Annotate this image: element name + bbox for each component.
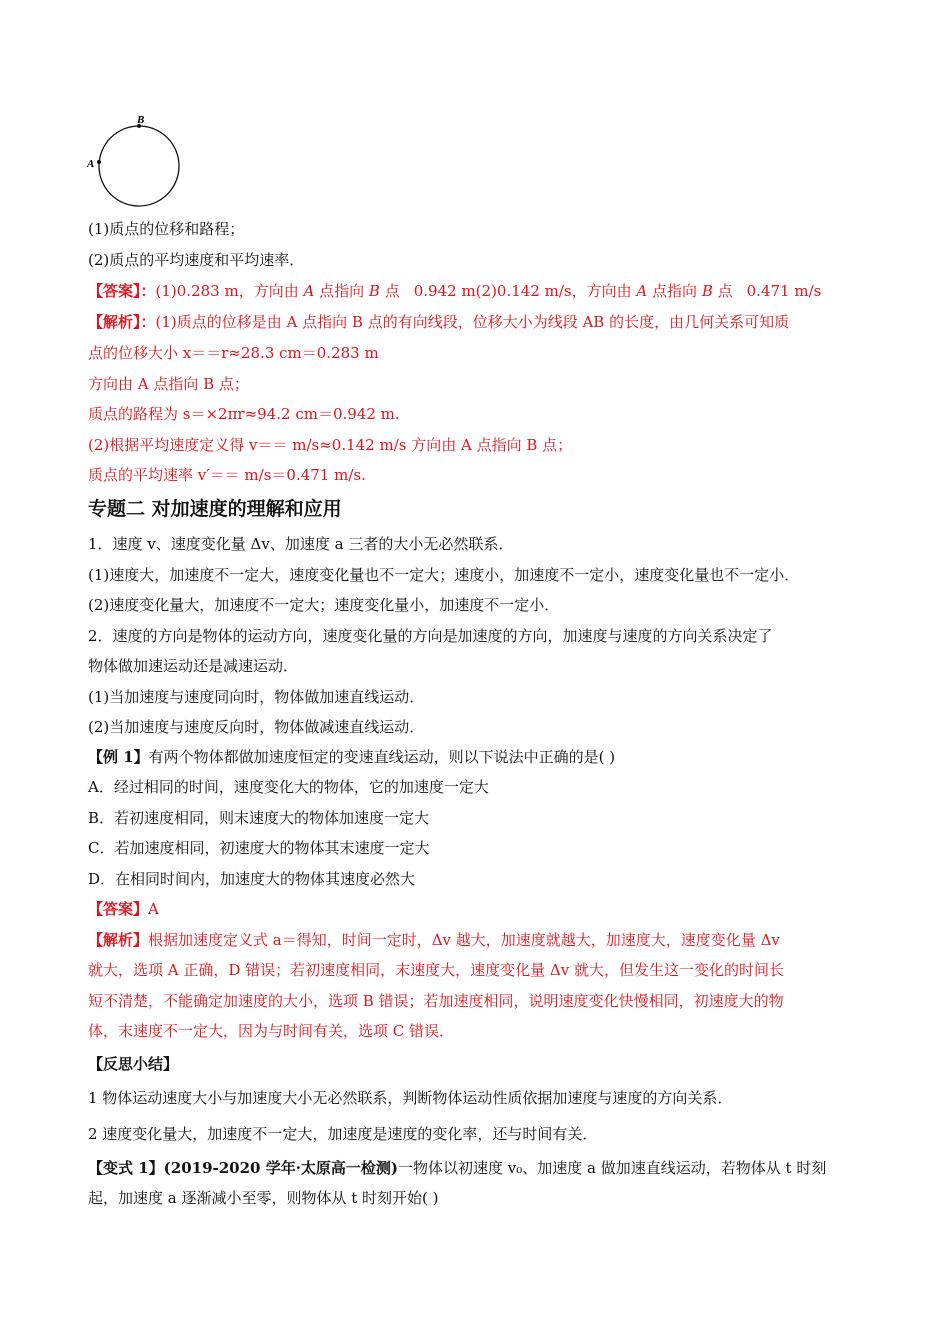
question-2: (2)质点的平均速度和平均速率． [88, 251, 305, 269]
reflection-2: 2 速度变化量大，加速度不一定大，加速度是速度的变化率，还与时间有关． [88, 1125, 598, 1143]
analysis-tag: 【解析】 [88, 931, 149, 949]
answer-tag: 【答案】： [88, 282, 156, 300]
analysis-1-line-3: 方向由 A 点指向 B 点； [88, 375, 249, 393]
answer-part: (1)0.283 m，方向由 [155, 282, 299, 300]
analysis-tag: 【解析】： [88, 313, 156, 331]
point-1: 1．速度 v、速度变化量 Δv、加速度 a 三者的大小无必然联系． [88, 535, 514, 553]
point-2-2: (2)当加速度与速度反向时，物体做减速直线运动． [88, 718, 425, 736]
reflection-1: 1 物体运动速度大小与加速度大小无必然联系，判断物体运动性质依据加速度与速度的方向关系． [88, 1089, 733, 1107]
answer-tag: 【答案】 [88, 900, 149, 918]
answer-part: 0.471 m/s [746, 282, 822, 300]
answer-point-b: B [701, 282, 713, 300]
analysis-1-line-4: 质点的路程为 s＝×2πr≈94.2 cm＝0.942 m. [88, 405, 400, 423]
answer-part: 点指向 [652, 282, 698, 300]
example-1-analysis-1 [88, 930, 878, 950]
analysis-1-line-5: (2)根据平均速度定义得 v＝＝ m/s≈0.142 m/s 方向由 A 点指向 B 点； [88, 436, 573, 454]
analysis-1-line-1 [88, 312, 878, 332]
label-b: B [137, 114, 145, 126]
analysis-text: 根据加速度定义式 a＝得知，时间一定时，Δv 越大，加速度就越大，加速度大，速度变化量 Δv [148, 931, 780, 949]
example-1-answer [88, 899, 878, 919]
example-1-analysis-3: 短不清楚，不能确定加速度的大小，选项 B 错误；若加速度相同，说明速度变化快慢相同，初速度大的物 [88, 992, 784, 1010]
example-tag: 【例 1】 [88, 748, 149, 766]
reflection-title: 【反思小结】 [88, 1055, 179, 1073]
example-1-analysis-4: 体，末速度不一定大，因为与时间有关，选项 C 错误． [88, 1022, 455, 1040]
example-1-analysis-2: 就大，选项 A 正确，D 错误；若初速度相同，末速度大，速度变化量 Δv 就大，但发生这一变化的时间长 [88, 961, 785, 979]
point-1-1: (1)速度大，加速度不一定大，速度变化量也不一定大；速度小，加速度不一定小，速度变化量也不一定小． [88, 566, 800, 584]
circle-path [99, 126, 179, 206]
option-b: B．若初速度相同，则末速度大的物体加速度一定大 [88, 809, 430, 827]
answer-part: 点 [384, 282, 400, 300]
answer-part: 0.942 m(2)0.142 m/s，方向由 [413, 282, 632, 300]
analysis-1-line-6: 质点的平均速率 v′＝＝ m/s＝0.471 m/s. [88, 466, 366, 484]
example-stem-text: 有两个物体都做加速度恒定的变速直线运动，则以下说法中正确的是( ) [148, 748, 616, 766]
answer-point-a: A [636, 282, 648, 300]
point-1-2: (2)速度变化量大，加速度不一定大；速度变化量小，加速度不一定小． [88, 596, 560, 614]
option-c: C．若加速度相同，初速度大的物体其末速度一定大 [88, 839, 430, 857]
point-2: 2．速度的方向是物体的运动方向，速度变化量的方向是加速度的方向，加速度与速度的方向关系决定了 [88, 627, 773, 645]
section-title: 专题二 对加速度的理解和应用 [88, 498, 342, 520]
label-a: A [87, 158, 95, 170]
analysis-text: (1)质点的位移是由 A 点指向 B 点的有向线段，位移大小为线段 AB 的长度，由几何关系可知质 [155, 313, 790, 331]
circle-diagram [86, 110, 186, 208]
variant-text: 一物体以初速度 v₀、加速度 a 做加速直线运动，若物体从 t 时刻 [398, 1159, 827, 1177]
question-1: (1)质点的位移和路程； [88, 220, 245, 238]
variant-1-line-2: 起，加速度 a 逐渐减小至零，则物体从 t 时刻开始( ) [88, 1189, 439, 1207]
analysis-1-line-2: 点的位移大小 x＝＝r≈28.3 cm＝0.283 m [88, 344, 379, 362]
point-2-cont: 物体做加速运动还是减速运动． [88, 657, 299, 675]
answer-part: 点指向 [319, 282, 365, 300]
example-1-stem [88, 747, 878, 767]
point-2-1: (1)当加速度与速度同向时，物体做加速直线运动． [88, 688, 425, 706]
answer-1 [88, 281, 878, 301]
answer-part: 点 [717, 282, 733, 300]
variant-tag: 【变式 1】(2019-2020 学年·太原高一检测) [88, 1159, 399, 1177]
answer-point-b: B [368, 282, 380, 300]
answer-value: A [148, 900, 159, 918]
answer-point-a: A [303, 282, 315, 300]
point-a [97, 160, 101, 164]
variant-1-line-1 [88, 1158, 878, 1178]
option-a: A．经过相同的时间，速度变化大的物体，它的加速度一定大 [88, 778, 489, 796]
option-d: D．在相同时间内，加速度大的物体其速度必然大 [88, 870, 416, 888]
